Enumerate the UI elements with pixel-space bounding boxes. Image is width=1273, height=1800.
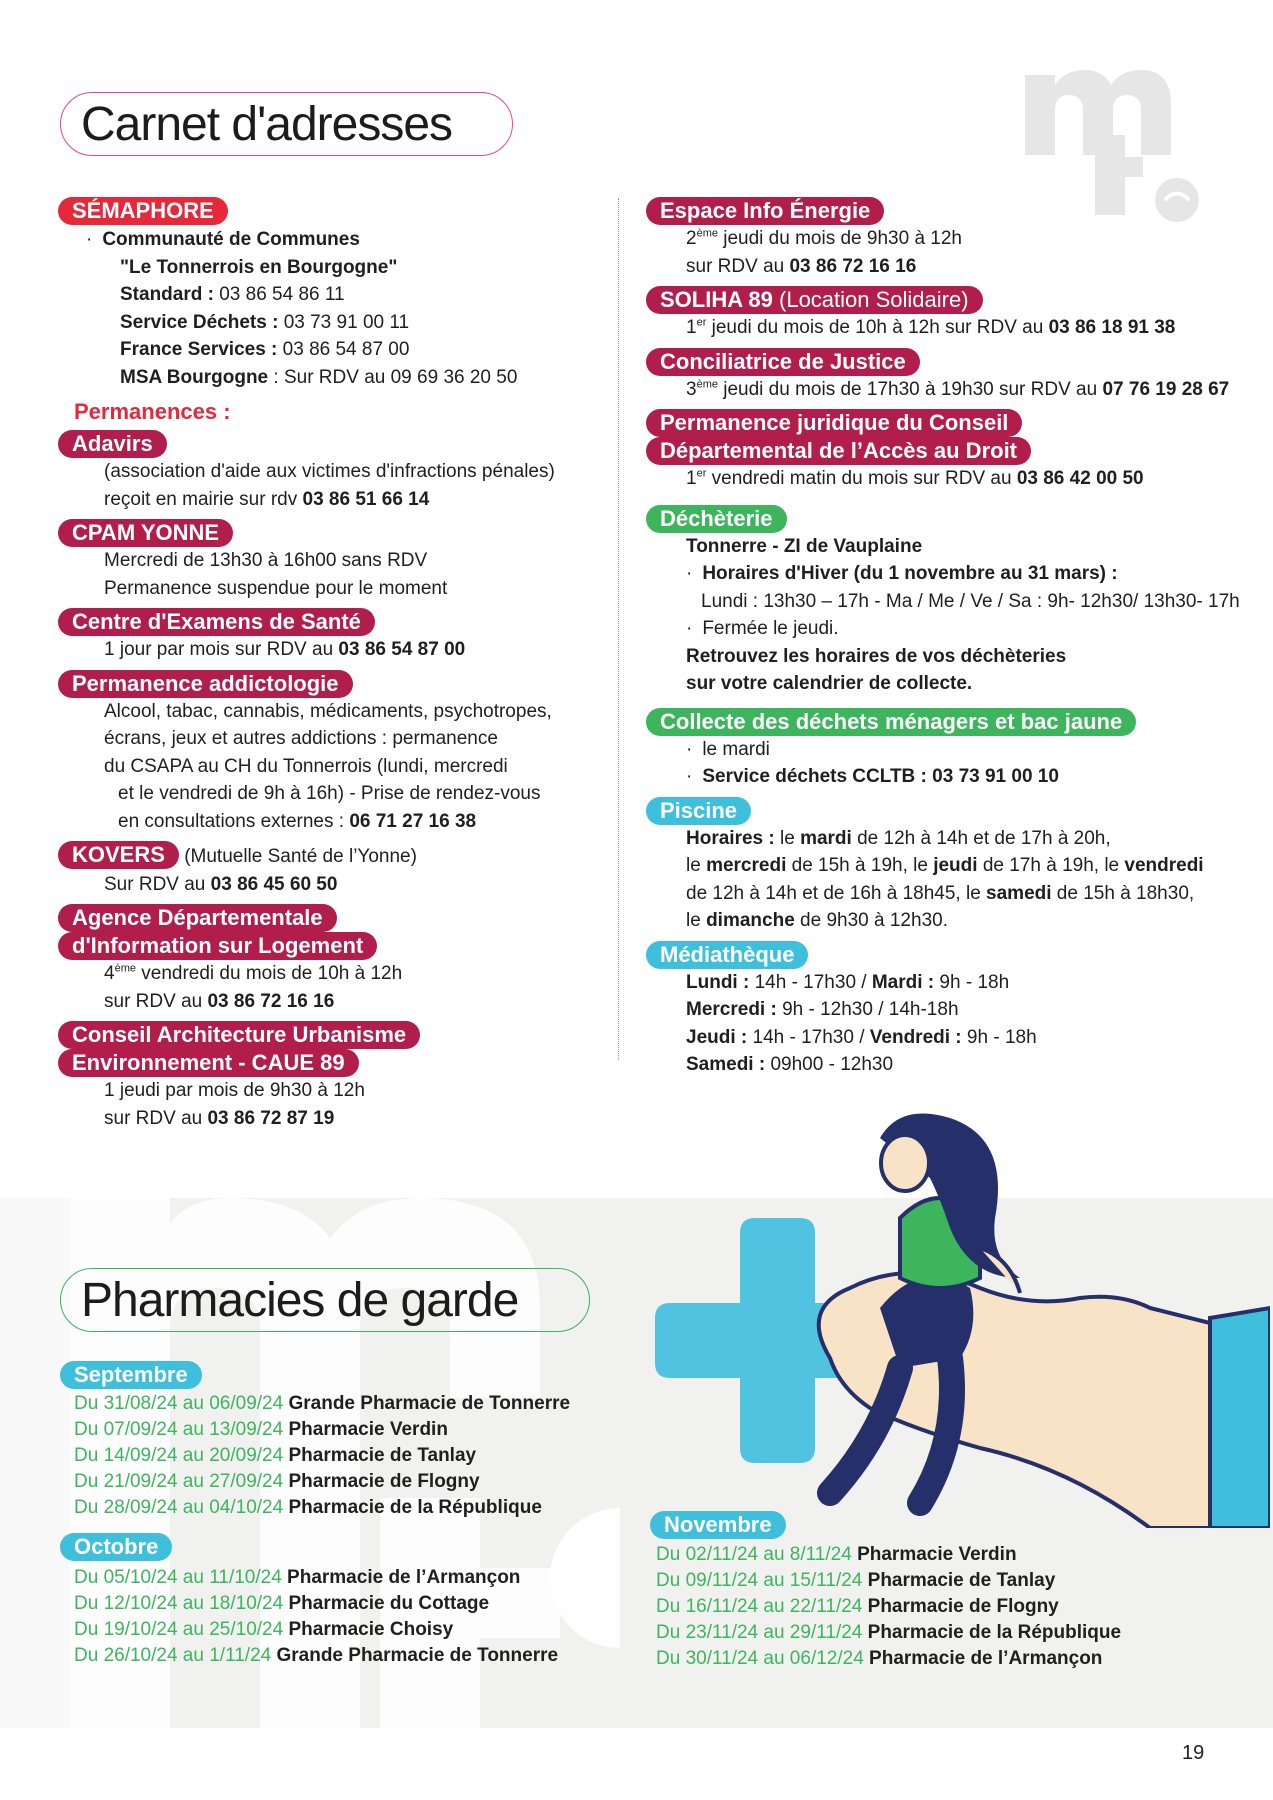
m2a: Mercredi : [686,999,777,1020]
semaphore-org1 [58,226,618,254]
caue-line2 [58,1105,618,1133]
m1c: Mardi : [871,971,935,993]
pharmacy-date: Du 14/09/24 au 20/09/24 [74,1445,289,1466]
soliha-section [646,286,1266,342]
cdad-phone: 03 86 42 00 50 [1016,468,1144,489]
p4b: dimanche [706,910,795,931]
concil-pill: Conciliatrice de Justice [646,348,920,376]
septembre-pill: Septembre [60,1361,202,1389]
pharmacy-name: Grande Pharmacie de Tonnerre [288,1393,571,1414]
semaphore-section [58,197,618,391]
ces-section [58,608,618,664]
p1a: Horaires : [686,827,775,849]
m2b: 9h - 12h30 / 14h-18h [776,999,959,1020]
soliha-num: 1 [686,317,697,338]
collecte-pill: Collecte des déchets ménagers et bac jaune [646,708,1136,736]
mediatheque-pill: Médiathèque [646,941,808,969]
m4a: Samedi : [686,1054,766,1075]
pharmacy-date: Du 09/11/24 au 15/11/24 [656,1570,868,1591]
pharmacy-name: Pharmacie Choisy [288,1619,454,1640]
energie-line1 [646,225,1266,253]
addicto-section [58,670,618,836]
media-line2 [646,996,1266,1024]
cdad-line1 [646,465,1266,493]
left-column [58,197,618,1138]
france-label: France Services : [120,339,278,360]
m3c: Vendredi : [869,1026,962,1048]
semaphore-france [58,336,618,364]
energie-text: sur RDV au [686,255,790,277]
concil-rest: jeudi du mois de 17h30 à 19h30 sur RDV au [717,378,1103,400]
semaphore-standard [58,281,618,309]
standard-value: 03 86 54 86 11 [213,284,345,305]
pharmacy-row [74,1591,620,1617]
decheterie-line4 [646,615,1266,643]
m1a: Lundi : [686,971,750,993]
adavirs-line2 [58,486,618,514]
pharmacy-date: Du 31/08/24 au 06/09/24 [74,1393,289,1414]
dechets-value: 03 73 91 00 11 [278,311,410,333]
media-line1 [646,969,1266,997]
cpam-section [58,519,618,602]
p3a: de 12h à 14h et de 16h à 18h45, le [686,882,987,904]
cpam-line2: Permanence suspendue pour le moment [104,577,448,599]
pharmacy-date: Du 07/09/24 au 13/09/24 [74,1419,289,1440]
column-divider [618,198,619,1060]
adavirs-text: reçoit en mairie sur rdv [104,488,303,510]
pharmacy-name: Grande Pharmacie de Tonnerre [276,1645,559,1666]
pharmacy-date: Du 12/10/24 au 18/10/24 [74,1593,289,1614]
semaphore-org1-text: Communauté de Communes [102,229,360,250]
semaphore-org2-text: "Le Tonnerrois en Bourgogne" [120,256,398,278]
bullet: · [86,229,93,250]
adil-line1 [58,960,618,988]
soliha-label: SOLIHA 89 [660,287,773,312]
pharmacy-row [74,1417,620,1443]
right-column [646,197,1266,1085]
octobre-pill: Octobre [60,1533,172,1561]
pharmacies-left [60,1361,620,1669]
adil-section [58,904,618,1015]
pharmacy-name: Pharmacie de l’Armançon [869,1648,1103,1669]
ces-pill: Centre d'Examens de Santé [58,608,375,636]
collecte-mardi: le mardi [702,738,770,760]
cdad-section [646,409,1266,493]
p4c: de 9h30 à 12h30. [794,910,948,931]
soliha-label-light: (Location Solidaire) [772,287,969,312]
piscine-pill: Piscine [646,797,751,825]
m3a: Jeudi : [686,1026,748,1048]
p1b: le [774,827,801,849]
adil-num: 4 [104,963,115,984]
cdad-rest: vendredi matin du mois sur RDV au [706,468,1017,489]
p2f: vendredi [1124,855,1204,876]
cpam-line1: Mercredi de 13h30 à 16h00 sans RDV [104,550,428,571]
decheterie-pill: Déchèterie [646,505,787,533]
semaphore-dechets [58,309,618,337]
kovers-pill: KOVERS [58,841,179,869]
p4a: le [686,910,707,931]
cdad-sup: er [696,467,707,480]
bullet: · [686,738,693,760]
adavirs-section [58,430,618,513]
energie-num: 2 [686,228,697,249]
mediatheque-section [646,941,1266,1079]
pharmacy-row [656,1594,1250,1620]
piscine-line1 [646,825,1266,853]
soliha-phone: 03 86 18 91 38 [1048,317,1176,338]
semaphore-msa [58,364,618,392]
bullet: · [686,618,693,639]
concil-phone: 07 76 19 28 67 [1102,378,1230,400]
pharmacy-date: Du 02/11/24 au 8/11/24 [656,1544,858,1565]
p1d: de 12h à 14h et de 17h à 20h, [851,827,1111,849]
piscine-line2 [646,852,1266,880]
msa-value: : Sur RDV au 09 69 36 20 50 [268,366,518,388]
caue-pill-2: Environnement - CAUE 89 [58,1049,359,1077]
decheterie-line3: Lundi : 13h30 – 17h - Ma / Me / Ve / Sa : 9h- 12h30/ 13h30- 17h [701,590,1240,612]
kovers-phone: 03 86 45 60 50 [210,873,338,895]
pharmacies-title: Pharmacies de garde [60,1268,590,1332]
pharmacy-row [74,1643,620,1669]
media-line3 [646,1024,1266,1052]
addicto-line4: et le vendredi de 9h à 16h) - Prise de rendez-vous [118,783,541,804]
m1d: 9h - 18h [934,971,1010,993]
energie-rest: jeudi du mois de 9h30 à 12h [717,228,962,249]
cdad-pill-2: Départemental de l’Accès au Droit [646,437,1031,465]
p2c: de 15h à 19h, le [786,855,934,876]
p2a: le [686,855,707,876]
adil-line2 [58,988,618,1016]
pharmacy-name: Pharmacie de Flogny [288,1471,480,1492]
kovers-line1 [58,871,618,899]
adavirs-phone: 03 86 51 66 14 [302,488,430,510]
bullet: · [686,766,693,787]
caue-phone: 03 86 72 87 19 [207,1107,335,1129]
m1b: 14h - 17h30 / [749,971,872,993]
kovers-suffix: (Mutuelle Santé de l’Yonne) [178,846,417,867]
soliha-line1 [646,314,1266,342]
piscine-line4 [646,907,1266,935]
m4b: 09h00 - 12h30 [765,1054,894,1075]
pharmacy-name: Pharmacie Verdin [288,1419,448,1440]
pharmacy-name: Pharmacie de la République [288,1497,542,1518]
concil-line1 [646,376,1266,404]
caue-text: sur RDV au [104,1107,208,1129]
pharmacy-row [74,1495,620,1521]
collecte-line1 [646,736,1266,764]
pharmacy-row [656,1620,1250,1646]
pharmacy-name: Pharmacie Verdin [857,1544,1017,1565]
pharmacy-date: Du 16/11/24 au 22/11/24 [656,1596,868,1617]
pharmacy-row [656,1568,1250,1594]
cpam-pill: CPAM YONNE [58,519,233,547]
addicto-line1: Alcool, tabac, cannabis, médicaments, psychotropes, [104,700,552,722]
france-value: 03 86 54 87 00 [277,339,410,360]
collecte-section [646,708,1266,791]
octobre-list [60,1565,620,1669]
pharmacy-row [656,1542,1250,1568]
kovers-section [58,841,618,898]
adavirs-line1: (association d'aide aux victimes d'infractions pénales) [104,461,555,482]
p2d: jeudi [933,855,978,876]
msa-label: MSA Bourgogne [120,366,269,388]
soliha-pill [646,286,983,314]
adil-text: sur RDV au [104,990,208,1012]
p2e: de 17h à 19h, le [977,855,1125,876]
carnet-title: Carnet d'adresses [60,92,513,156]
pharmacy-name: Pharmacie de la République [867,1622,1122,1643]
concil-num: 3 [686,378,697,400]
caue-section [58,1021,618,1132]
concil-sup: ème [696,378,718,391]
ces-phone: 03 86 54 87 00 [338,639,466,660]
decheterie-line5: Retrouvez les horaires de vos déchèteries [686,645,1067,667]
illustration-hand-woman [650,1108,1270,1528]
pharmacy-date: Du 21/09/24 au 27/09/24 [74,1471,289,1492]
pharmacy-name: Pharmacie de l’Armançon [287,1567,521,1588]
pharmacy-row [74,1469,620,1495]
media-line4 [646,1051,1266,1079]
septembre-list [60,1391,620,1521]
addicto-line5 [58,808,618,836]
adil-sup: ème [114,962,136,975]
pharmacy-date: Du 26/10/24 au 1/11/24 [74,1645,277,1666]
collecte-service: Service déchets CCLTB : 03 73 91 00 10 [702,766,1059,787]
addicto-line2: écrans, jeux et autres addictions : permanence [104,728,498,749]
addicto-line3: du CSAPA au CH du Tonnerrois (lundi, mercredi [104,755,508,777]
standard-label: Standard : [120,284,214,305]
pharmacy-date: Du 19/10/24 au 25/10/24 [74,1619,289,1640]
energie-sup: ème [696,227,718,240]
caue-pill-1: Conseil Architecture Urbanisme [58,1021,420,1049]
page-number: 19 [1182,1742,1205,1764]
pharmacy-row [656,1646,1250,1672]
decheterie-ferme: Fermée le jeudi. [702,618,839,639]
novembre-list [650,1542,1250,1672]
pharmacy-name: Pharmacie de Tanlay [867,1570,1056,1591]
dechets-label: Service Déchets : [120,311,279,333]
cdad-pill-1: Permanence juridique du Conseil [646,409,1022,437]
pharmacy-name: Pharmacie de Flogny [867,1596,1059,1617]
soliha-sup: er [696,316,707,329]
piscine-section [646,797,1266,935]
m3b: 14h - 17h30 / [747,1026,870,1048]
addicto-text: en consultations externes : [118,810,350,832]
decheterie-line6: sur votre calendrier de collecte. [686,673,973,694]
permanences-heading: Permanences : [74,399,231,424]
adil-phone: 03 86 72 16 16 [207,990,335,1012]
energie-pill: Espace Info Énergie [646,197,884,225]
decheterie-line2 [646,560,1266,588]
caue-line1: 1 jeudi par mois de 9h30 à 12h [104,1080,365,1101]
kovers-text: Sur RDV au [104,873,211,895]
pharmacy-date: Du 30/11/24 au 06/12/24 [656,1648,870,1669]
adil-rest: vendredi du mois de 10h à 12h [135,963,403,984]
bullet: · [686,563,693,584]
energie-phone: 03 86 72 16 16 [789,255,917,277]
adavirs-pill: Adavirs [58,430,167,458]
pharmacy-date: Du 23/11/24 au 29/11/24 [656,1622,868,1643]
decheterie-line1: Tonnerre - ZI de Vauplaine [686,535,923,557]
semaphore-org2 [58,254,618,282]
p3c: de 15h à 18h30, [1051,882,1195,904]
adil-pill-2: d'Information sur Logement [58,932,377,960]
pharmacy-row [74,1391,620,1417]
collecte-line2 [646,763,1266,791]
pharmacy-row [74,1565,620,1591]
pharmacy-name: Pharmacie de Tanlay [288,1445,477,1466]
semaphore-pill: SÉMAPHORE [58,197,228,225]
pharmacy-date: Du 05/10/24 au 11/10/24 [74,1567,288,1588]
energie-section [646,197,1266,280]
novembre-pill: Novembre [650,1511,786,1539]
energie-line2 [646,253,1266,281]
pharmacy-row [74,1617,620,1643]
ces-text: 1 jour par mois sur RDV au [104,639,339,660]
pharmacy-name: Pharmacie du Cottage [288,1593,490,1614]
pharmacy-row [74,1443,620,1469]
soliha-rest: jeudi du mois de 10h à 12h sur RDV au [706,317,1049,338]
pharmacies-right [650,1511,1250,1672]
addicto-pill: Permanence addictologie [58,670,353,698]
p1c: mardi [800,827,852,849]
pharmacy-date: Du 28/09/24 au 04/10/24 [74,1497,289,1518]
adil-pill-1: Agence Départementale [58,904,337,932]
cdad-num: 1 [686,468,697,489]
p3b: samedi [986,882,1052,904]
concil-section [646,348,1266,404]
m3d: 9h - 18h [961,1026,1037,1048]
piscine-line3 [646,880,1266,908]
ces-line1 [58,636,618,664]
decheterie-section [646,505,1266,698]
decheterie-hiver: Horaires d'Hiver (du 1 novembre au 31 mars) : [702,563,1118,584]
p2b: mercredi [706,855,787,876]
addicto-phone: 06 71 27 16 38 [349,810,477,832]
